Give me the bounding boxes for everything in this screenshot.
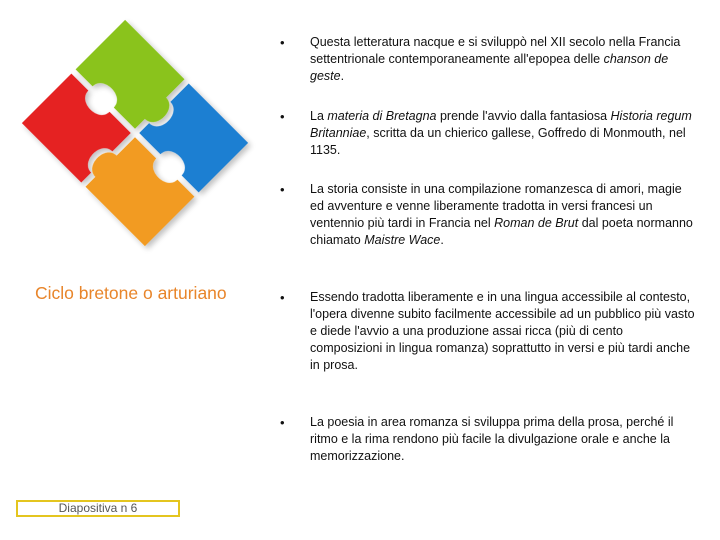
text-run: prende l'avvio dalla fantasiosa xyxy=(436,109,611,123)
bullet-dot: • xyxy=(280,182,285,197)
text-run: La storia consiste in una compilazione romanzesca di amori, magie ed avventure e venne liberamente tradotta in versi francesi un ventennio più tardi in Francia nel xyxy=(310,182,682,230)
italic-text: materia di Bretagna xyxy=(327,109,437,123)
slide-number-label: Diapositiva n 6 xyxy=(16,500,180,517)
text-run: La xyxy=(310,109,328,123)
text-run: dal poeta normanno chiamato xyxy=(310,216,693,247)
text-run: . xyxy=(340,69,345,83)
bullet-dot: • xyxy=(280,415,285,430)
bullet-text xyxy=(310,181,695,249)
bullet-text xyxy=(310,108,695,159)
text-run: La poesia in area romanza si sviluppa prima della prosa, perché il ritmo e la rima rendono più facile la divulgazione orale e anche la memorizzazione. xyxy=(310,415,674,463)
italic-text: Roman de Brut xyxy=(494,216,579,230)
bullet-text xyxy=(310,289,695,374)
bullet-dot: • xyxy=(280,109,285,124)
italic-text: Maistre Wace xyxy=(364,233,441,247)
text-run: , scritta da un chierico gallese, Goffredo di Monmouth, nel 1135. xyxy=(310,126,686,157)
bullet-text xyxy=(310,34,695,85)
bullet-text xyxy=(310,414,695,465)
text-run: . xyxy=(440,233,444,247)
text-run: Questa letteratura nacque e si sviluppò nel XII secolo nella Francia settentrionale contemporaneamente all'epopea delle xyxy=(310,35,681,66)
slide-title: Ciclo bretone o arturiano xyxy=(35,283,227,303)
bullet-dot: • xyxy=(280,290,285,305)
text-run: Essendo tradotta liberamente e in una lingua accessibile al contesto, l'opera divenne subito facilmente accessibile ad un pubblico più vasto e diede l'avvio a una produzione assai ricca (più di cento composizioni in lingua romanza) soprattutto in versi e più tardi anche in prosa. xyxy=(310,290,695,372)
bullet-dot: • xyxy=(280,35,285,50)
jigsaw-puzzle-icon xyxy=(10,8,260,258)
italic-text: Historia regum Britanniae xyxy=(310,109,692,140)
italic-text: chanson de geste xyxy=(310,52,669,83)
